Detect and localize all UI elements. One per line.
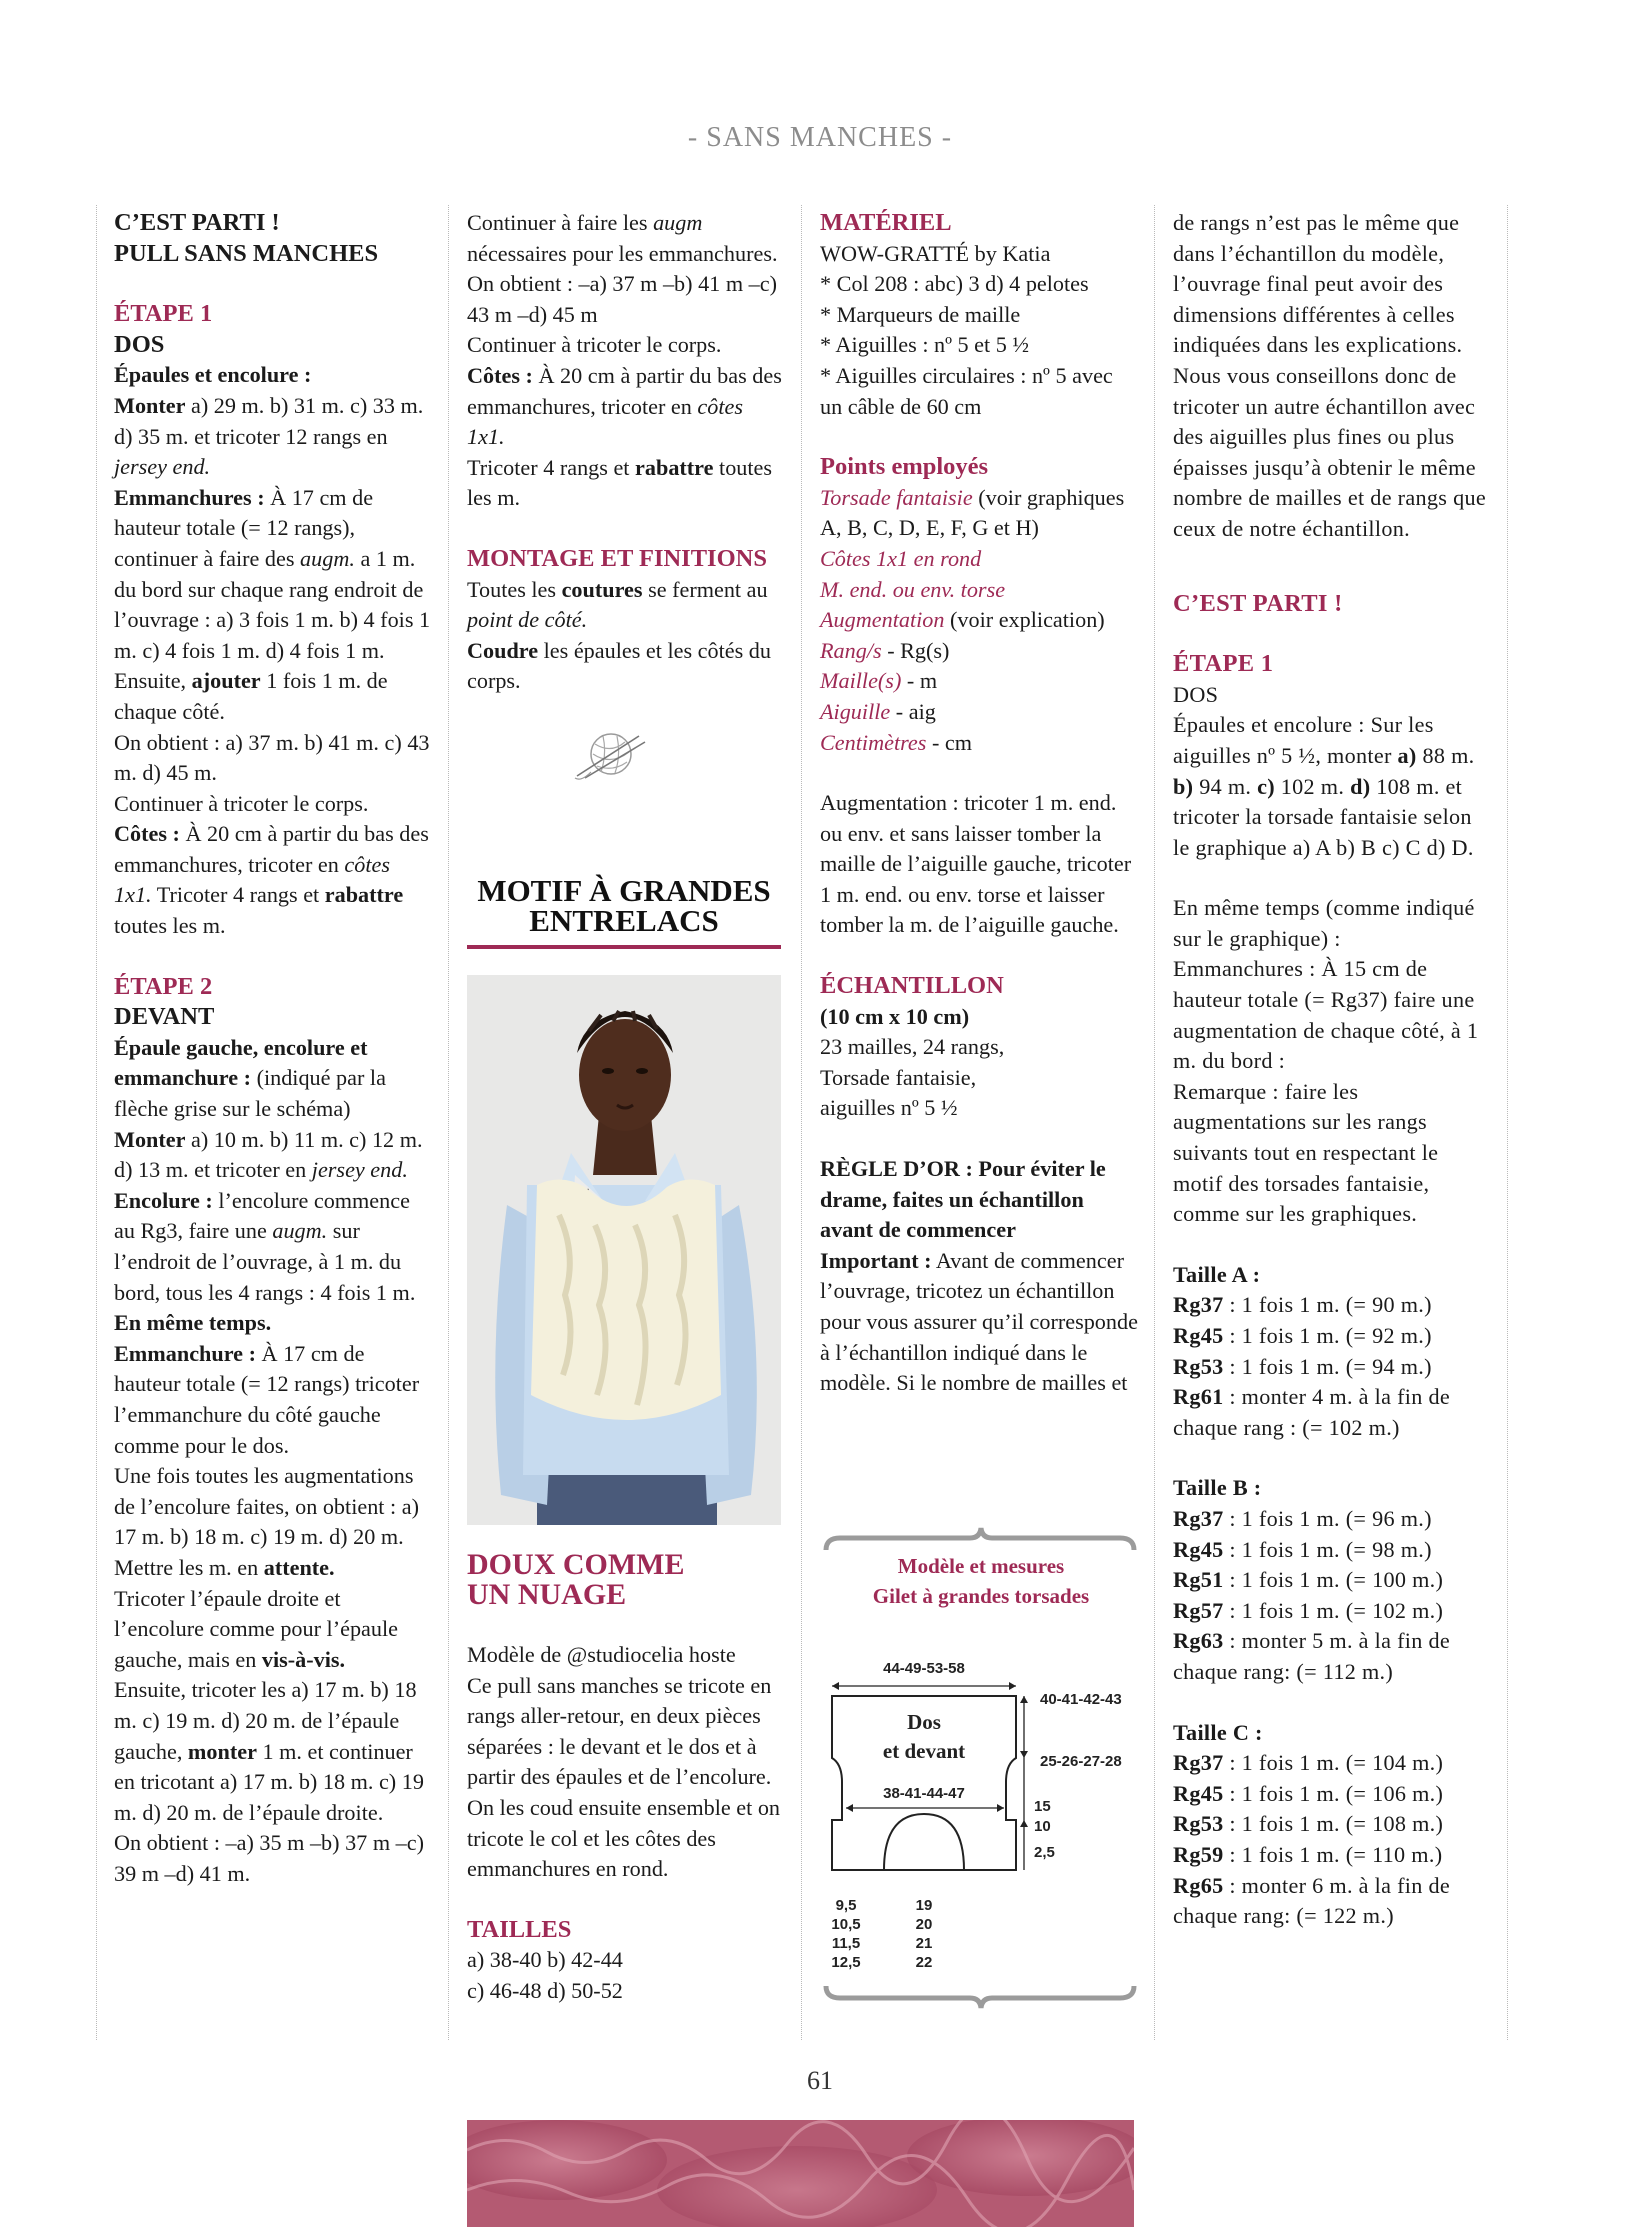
size-row: Rg51 : 1 fois 1 m. (= 100 m.) (1173, 1567, 1444, 1593)
paragraph: aiguilles nº 5 ½ (820, 1095, 958, 1121)
paragraph: M. end. ou env. torse (820, 576, 1006, 602)
paragraph: Remarque : faire les augmentations sur les rangs suivants tout en respectant le motif des torsades fantaisie, comme sur les graphiques. (1173, 1078, 1439, 1227)
list-item: * Col 208 : abc) 3 d) 4 pelotes (820, 271, 1089, 297)
page-number: 61 (807, 2066, 833, 2095)
dim-right: 22 (915, 1954, 933, 1971)
paragraph: Ensuite, tricoter les a) 17 m. b) 18 m. c) 19 m. d) 20 m. de l’épaule gauche, monter 1 m. et continuer en tricotant a) 17 m. b) 18 m. c) 19 m. d) 20 m. de l’épaule droite. (114, 1677, 424, 1825)
paragraph: Continuer à tricoter le corps. (467, 332, 722, 358)
size-heading: Taille A : (1173, 1261, 1261, 1287)
size-row: Rg45 : 1 fois 1 m. (= 106 m.) (1173, 1780, 1444, 1806)
paragraph: 23 mailles, 24 rangs, (820, 1034, 1005, 1060)
paragraph: En même temps. (114, 1310, 272, 1336)
dim-right: 19 (915, 1897, 933, 1914)
paragraph: Continuer à faire les augm nécessaires pour les emmanchures. (467, 210, 778, 266)
paragraph: Augmentation (voir explication) (820, 607, 1105, 633)
paragraph: Épaules et encolure : (114, 362, 312, 388)
paragraph: Modèle de @studiocelia hoste (467, 1642, 736, 1667)
size-row: Rg45 : 1 fois 1 m. (= 92 m.) (1173, 1323, 1432, 1348)
dim-15: 15 (1034, 1798, 1051, 1815)
paragraph: Ensuite, ajouter 1 fois 1 m. de chaque côté. (114, 668, 388, 724)
paragraph: Ce pull sans manches se tricote en rangs aller-retour, en deux pièces séparées : le devant et le dos et à partir des épaules et de l’encolure. On les coud ensuite ensemble et on tricote le col et les côtes des emmanchures en rond. (467, 1672, 781, 1882)
column-rule (1507, 205, 1509, 2040)
title-underline (467, 945, 781, 949)
step-heading: ÉTAPE 2 (114, 972, 213, 1000)
paragraph: Centimètres - cm (820, 729, 972, 755)
piece-heading: DEVANT (114, 1003, 215, 1031)
size-row: Rg53 : 1 fois 1 m. (= 108 m.) (1173, 1811, 1444, 1837)
paragraph: Important : Avant de commencer l’ouvrage, tricotez un échantillon pour vous assurer qu’il corresponde à l’échantillon indiqué dans le modèle. Si le nombre de mailles et (820, 1247, 1138, 1396)
paragraph: RÈGLE D’OR : Pour éviter le drame, faites un échantillon avant de commencer (820, 1156, 1106, 1243)
paragraph: Augmentation : tricoter 1 m. end. ou env. et sans laisser tomber la maille de l’aiguille gauche, tricoter 1 m. end. ou env. torse et laisser tomber la m. de l’aiguille gauche. (820, 790, 1132, 938)
section-heading: TAILLES (467, 1915, 572, 1943)
dim-2-5: 2,5 (1034, 1844, 1055, 1861)
diagram-title: Modèle et mesures (897, 1554, 1065, 1578)
size-row: Rg63 : monter 5 m. à la fin de chaque rang: (= 112 m.) (1173, 1628, 1451, 1684)
column-1 (114, 208, 432, 1889)
paragraph: de rangs n’est pas le même que dans l’échantillon du modèle, l’ouvrage final peut avoir des dimensions différentes à celles indiquées dans les explications. Nous vous conseillons donc de tricoter un autre échantillon avec des aiguilles plus fines ou plus épaisses jusqu’à obtenir le même nombre de mailles et de rangs que ceux de notre échantillon. (1173, 210, 1487, 541)
size-row: Rg45 : 1 fois 1 m. (= 98 m.) (1173, 1536, 1432, 1562)
paragraph: On obtient : –a) 37 m –b) 41 m –c) 43 m –d) 45 m (467, 271, 777, 327)
section-heading: C’EST PARTI ! (114, 209, 280, 236)
paragraph: Emmanchure : À 17 cm de hauteur totale (= 12 rangs) tricoter l’emmanchure du côté gauche comme pour le dos. (114, 1340, 420, 1458)
width-measure: 44-49-53-58 (883, 1660, 965, 1677)
step-heading: ÉTAPE 1 (114, 300, 213, 328)
section-heading: MATÉRIEL (820, 209, 952, 236)
paragraph: On obtient : –a) 35 m –b) 37 m –c) 39 m –d) 41 m. (114, 1830, 424, 1886)
dim-right: 21 (915, 1935, 933, 1952)
paragraph: En même temps (comme indiqué sur le graphique) : (1173, 895, 1475, 951)
column-3 (820, 208, 1138, 1399)
paragraph: Tricoter 4 rangs et rabattre toutes les m. (467, 454, 773, 511)
feature-title: DOUX COMME (467, 1548, 685, 1581)
paragraph: Toutes les coutures se ferment au point de côté. (467, 576, 768, 633)
paragraph: Continuer à tricoter le corps. (114, 790, 369, 816)
paragraph: Monter a) 10 m. b) 11 m. c) 12 m. d) 13 m. et tricoter en jersey end. (114, 1126, 423, 1183)
column-4 (1173, 208, 1491, 1932)
dim-right: 20 (915, 1916, 933, 1933)
paragraph: c) 46-48 d) 50-52 (467, 1977, 623, 2003)
column-rule (1154, 205, 1156, 2040)
size-row: Rg37 : 1 fois 1 m. (= 90 m.) (1173, 1292, 1432, 1318)
yarn-ball-icon (573, 726, 651, 786)
paragraph: Côtes 1x1 en rond (820, 545, 982, 571)
list-item: * Aiguilles : nº 5 et 5 ½ (820, 332, 1030, 358)
paragraph: Encolure : l’encolure commence au Rg3, faire une augm. sur l’endroit de l’ouvrage, à 1 m. du bord, tous les 4 rangs : 4 fois 1 m. (114, 1187, 416, 1305)
size-row: Rg37 : 1 fois 1 m. (= 96 m.) (1173, 1505, 1432, 1531)
running-header: - SANS MANCHES - (687, 122, 953, 153)
section-heading: MONTAGE ET FINITIONS (467, 544, 767, 572)
paragraph: Coudre les épaules et les côtés du corps. (467, 637, 771, 694)
size-heading: Taille B : (1173, 1475, 1262, 1501)
list-item: * Marqueurs de maille (820, 301, 1021, 327)
paragraph: Emmanchures : À 15 cm de hauteur totale (= Rg37) faire une augmentation de chaque côté, à 1 m. du bord : (1173, 956, 1479, 1074)
feature-title: UN NUAGE (467, 1578, 627, 1611)
size-row: Rg37 : 1 fois 1 m. (= 104 m.) (1173, 1750, 1444, 1776)
size-row: Rg61 : monter 4 m. à la fin de chaque rang : (= 102 m.) (1173, 1384, 1451, 1440)
size-row: Rg57 : 1 fois 1 m. (= 102 m.) (1173, 1597, 1444, 1623)
size-row: Rg65 : monter 6 m. à la fin de chaque rang: (= 122 m.) (1173, 1872, 1451, 1929)
section-heading: PULL SANS MANCHES (114, 239, 379, 267)
size-heading: Taille C : (1173, 1719, 1263, 1745)
piece-heading: DOS (1173, 681, 1219, 707)
dim-left: 12,5 (831, 1954, 861, 1971)
piece-label: et devant (882, 1739, 966, 1763)
paragraph: Maille(s) - m (820, 668, 938, 694)
section-heading: Points employés (820, 453, 989, 481)
piece-heading: DOS (114, 330, 165, 358)
dim-left: 9,5 (835, 1897, 857, 1914)
paragraph: Torsade fantaisie (voir graphiques A, B, C, D, E, F, G et H) (820, 484, 1125, 541)
measurement-diagram (820, 1520, 1142, 2030)
paragraph: WOW-GRATTÉ by Katia (820, 240, 1051, 266)
column-2-bottom (467, 1550, 785, 2007)
paragraph: Épaules et encolure : Sur les aiguilles nº 5 ½, monter a) 88 m. b) 94 m. c) 102 m. d) 108 m. et tricoter la torsade fantaisie selon le graphique a) A b) B c) C d) D. (1173, 712, 1475, 860)
length-measure: 40-41-42-43 (1040, 1691, 1122, 1708)
column-2-top (467, 208, 785, 697)
step-heading: ÉTAPE 1 (1173, 650, 1274, 678)
paragraph: Monter a) 29 m. b) 31 m. c) 33 m. d) 35 m. et tricoter 12 rangs en jersey end. (114, 392, 424, 480)
section-heading: C’EST PARTI ! (1173, 589, 1343, 617)
dim-left: 11,5 (831, 1935, 861, 1952)
chest-measure: 38-41-44-47 (883, 1785, 965, 1802)
column-rule (801, 205, 803, 2040)
diagram-subtitle: Gilet à grandes torsades (872, 1584, 1090, 1608)
piece-label: Dos (907, 1710, 941, 1734)
paragraph: Emmanchures : À 17 cm de hauteur totale (= 12 rangs), continuer à faire des augm. a 1 m. du bord sur chaque rang endroit de l’ouvrage : a) 3 fois 1 m. b) 4 fois 1 m. c) 4 fois 1 m. d) 4 fois 1 m. (114, 484, 431, 663)
column-rule (448, 205, 450, 2040)
motif-title: MOTIF À GRANDES ENTRELACS (477, 873, 771, 938)
paragraph: Aiguille - aig (820, 698, 936, 724)
paragraph: On obtient : a) 37 m. b) 41 m. c) 43 m. d) 45 m. (114, 729, 430, 786)
model-photo (467, 975, 781, 1525)
paragraph: Torsade fantaisie, (820, 1064, 977, 1090)
paragraph: a) 38-40 b) 42-44 (467, 1947, 623, 1973)
paragraph: Épaule gauche, encolure et emmanchure : (indiqué par la flèche grise sur le schéma) (114, 1034, 386, 1122)
paragraph: Tricoter l’épaule droite et l’encolure comme pour l’épaule gauche, mais en vis-à-vis. (114, 1585, 398, 1672)
paragraph: Une fois toutes les augmentations de l’encolure faites, on obtient : a) 17 m. b) 18 m. c) 19 m. d) 20 m. (114, 1463, 419, 1550)
dim-10: 10 (1034, 1818, 1051, 1835)
size-row: Rg53 : 1 fois 1 m. (= 94 m.) (1173, 1353, 1432, 1379)
list-item: * Aiguilles circulaires : nº 5 avec un câble de 60 cm (820, 362, 1113, 419)
size-row: Rg59 : 1 fois 1 m. (= 110 m.) (1173, 1841, 1443, 1867)
dim-left: 10,5 (831, 1916, 861, 1933)
column-rule (96, 205, 98, 2040)
paragraph: Mettre les m. en attente. (114, 1554, 335, 1580)
armhole-measure: 25-26-27-28 (1040, 1753, 1122, 1770)
paragraph: Rang/s - Rg(s) (820, 637, 950, 663)
paragraph: Côtes : À 20 cm à partir du bas des emmanchures, tricoter en côtes 1x1. Tricoter 4 rangs et rabattre toutes les m. (114, 821, 429, 939)
fur-texture-image (467, 2120, 1134, 2227)
paragraph: Côtes : À 20 cm à partir du bas des emmanchures, tricoter en côtes 1x1. (467, 362, 782, 450)
section-heading: ÉCHANTILLON (820, 972, 1004, 1000)
paragraph: (10 cm x 10 cm) (820, 1003, 970, 1029)
